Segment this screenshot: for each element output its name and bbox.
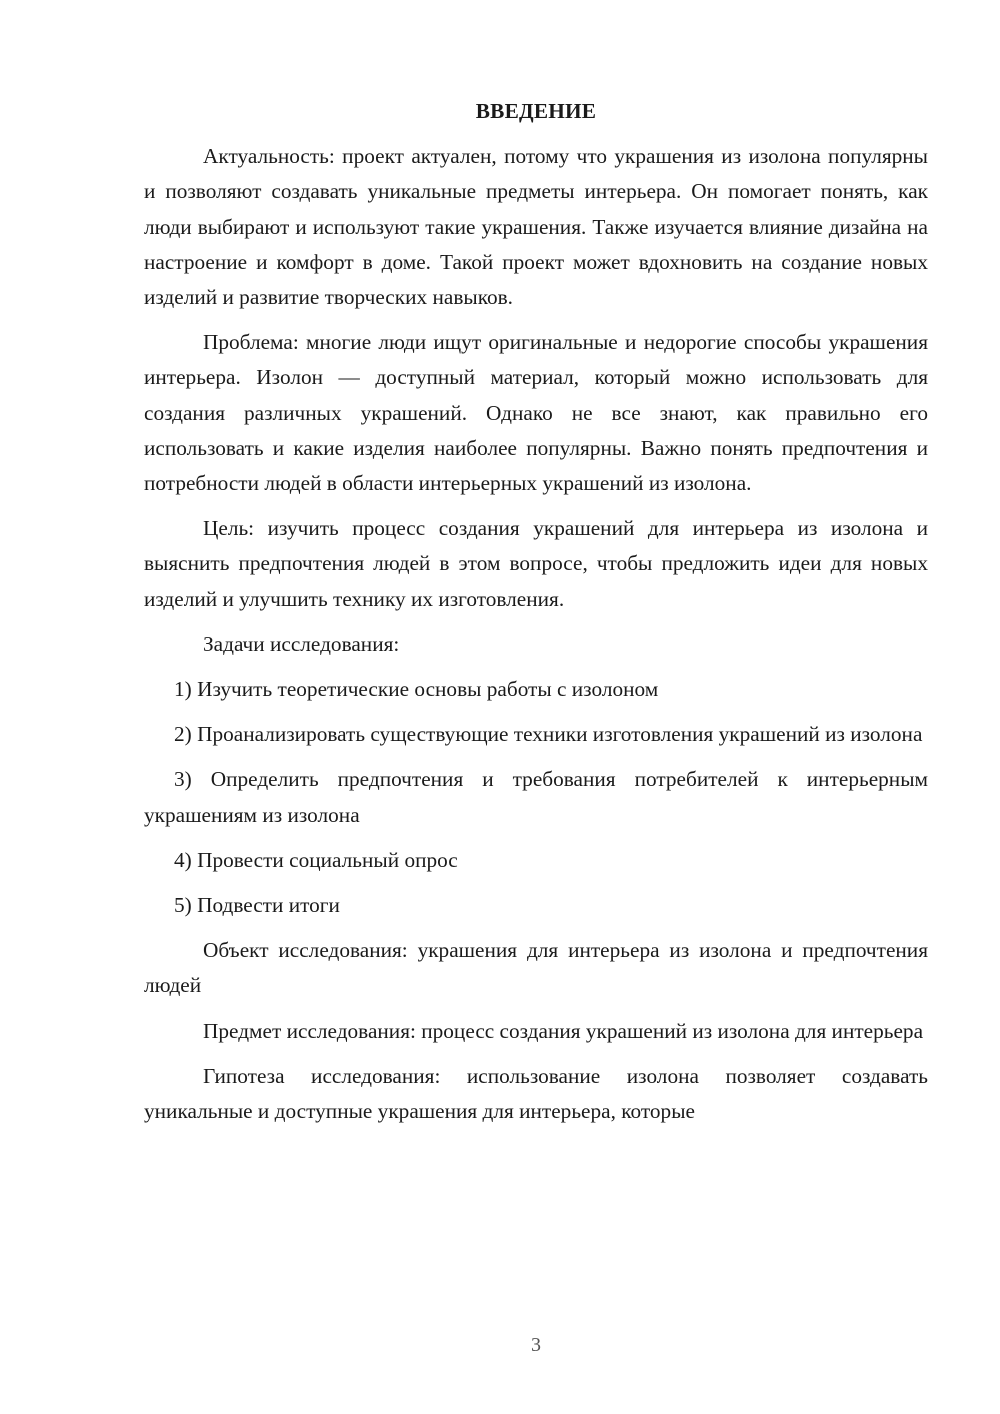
section-heading: ВВЕДЕНИЕ xyxy=(475,99,597,123)
goal-paragraph: Цель: изучить процесс создания украшений для интерьера из изолона и выяснить предпочтения людей в этом вопросе, чтобы предложить идеи для новых изделий и улучшить технику их изготовления. xyxy=(144,516,928,611)
tasks-heading: Задачи исследования: xyxy=(203,631,400,656)
problem-paragraph: Проблема: многие люди ищут оригинальные и недорогие способы украшения интерьера. Изолон — доступный материал, который можно использовать для создания различных украшений. Однако не все знают, как правильно его использовать и какие изделия наиболее популярны. Важно понять предпочтения и потребности людей в области интерьерных украшений из изолона. xyxy=(144,330,928,496)
task-item: 4) Провести социальный опрос xyxy=(174,847,458,872)
task-item: 1) Изучить теоретические основы работы с изолоном xyxy=(174,677,659,702)
relevance-paragraph: Актуальность: проект актуален, потому что украшения из изолона популярны и позволяют создавать уникальные предметы интерьера. Он помогает понять, как люди выбирают и используют такие украшения. Также изучается влияние дизайна на настроение и комфорт в доме. Такой проект может вдохновить на создание новых изделий и развитие творческих навыков. xyxy=(144,144,928,310)
task-item: 5) Подвести итоги xyxy=(174,893,340,918)
task-item: 3) Определить предпочтения и требования потребителей к интерьерным украшениям из изолона xyxy=(144,767,928,827)
subject-paragraph: Предмет исследования: процесс создания украшений из изолона для интерьера xyxy=(203,1018,924,1043)
hypothesis-paragraph: Гипотеза исследования: использование изолона позволяет создавать уникальные и доступные украшения для интерьера, которые xyxy=(144,1063,928,1124)
page-number: 3 xyxy=(531,1334,541,1356)
document-page xyxy=(144,94,928,1139)
task-item: 2) Проанализировать существующие техники изготовления украшений из изолона xyxy=(174,722,923,747)
object-paragraph: Объект исследования: украшения для интерьера из изолона и предпочтения людей xyxy=(144,938,928,998)
